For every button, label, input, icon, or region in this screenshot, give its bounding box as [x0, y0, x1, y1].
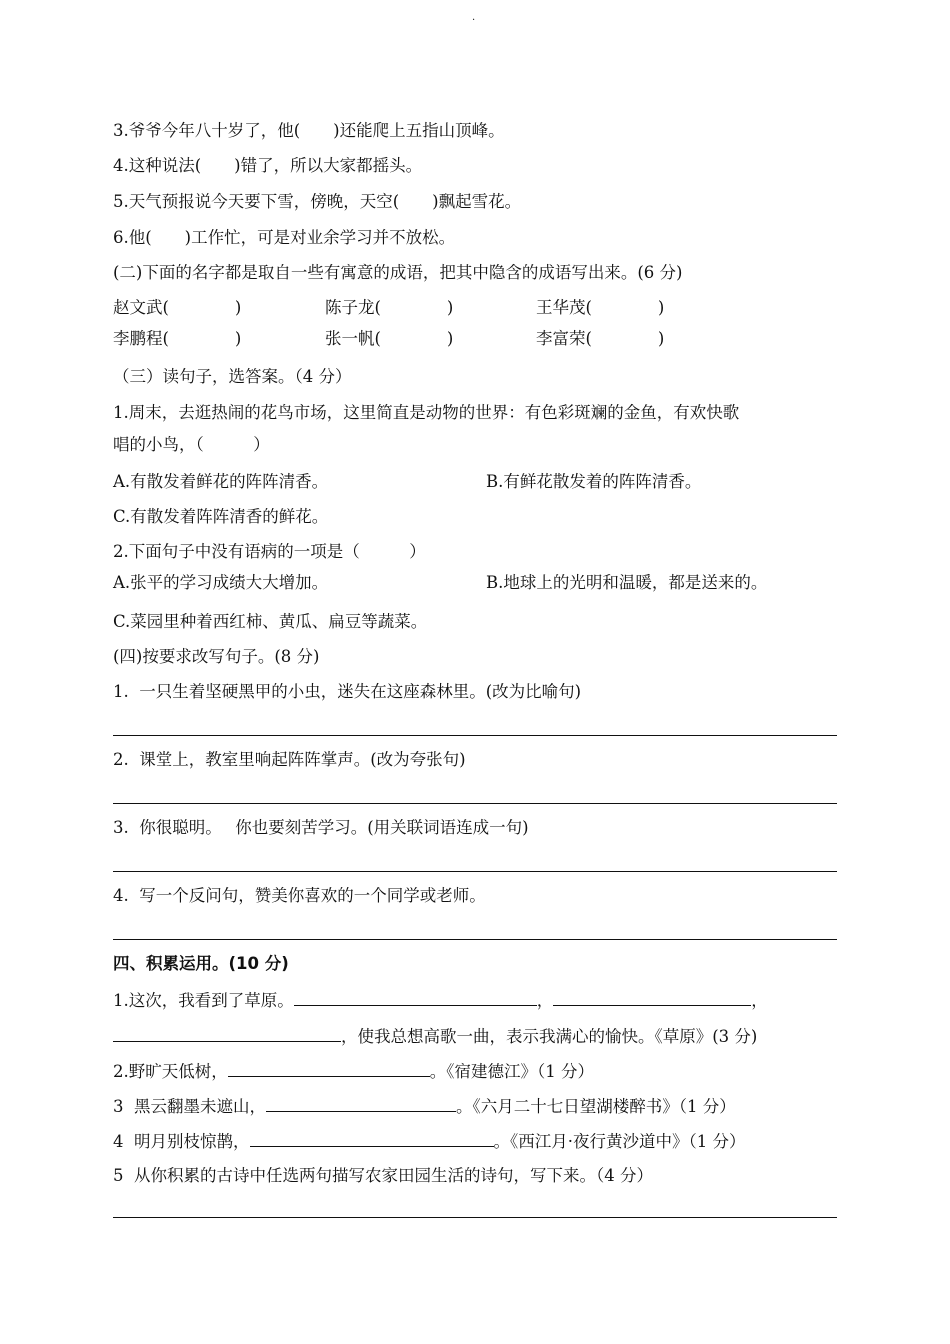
q2-option-a: A.张平的学习成绩大大增加。: [113, 573, 329, 592]
q1-stem-line1: 1.周末，去逛热闹的花鸟市场，这里简直是动物的世界：有色彩斑斓的金鱼，有欢快歌: [113, 403, 740, 422]
q2-option-c: C.菜园里种着西红柿、黄瓜、扁豆等蔬菜。: [113, 612, 428, 631]
blank-line[interactable]: [113, 1024, 341, 1042]
accumulation-item-1-cont: [113, 1024, 757, 1048]
accumulation-item-5: 5 从你积累的古诗中任选两句描写农家田园生活的诗句，写下来。（4 分）: [113, 1166, 653, 1185]
q2-stem: 2.下面句子中没有语病的一项是（ ）: [113, 542, 426, 561]
acc3-source: 。《六月二十七日望湖楼醉书》（1 分）: [456, 1097, 736, 1116]
fill-item-5: 5.天气预报说今天要下雪，傍晚，天空( )飘起雪花。: [113, 192, 522, 211]
name-item: 张一帆( ): [325, 329, 454, 348]
header-dot: .: [472, 12, 476, 23]
blank-line[interactable]: [250, 1129, 494, 1147]
rewrite-item-2: 2. 课堂上，教室里响起阵阵掌声。(改为夸张句): [113, 750, 466, 769]
name-item: 陈子龙( ): [325, 298, 454, 317]
q2-option-b: B.地球上的光明和温暖，都是送来的。: [486, 573, 768, 592]
blank-line[interactable]: [228, 1059, 430, 1077]
fill-item-3: 3.爷爷今年八十岁了，他( )还能爬上五指山顶峰。: [113, 121, 505, 140]
accumulation-item-2: [113, 1059, 594, 1083]
acc3-text: 3 黑云翻墨未遮山，: [113, 1097, 266, 1116]
fill-item-6: 6.他( )工作忙，可是对业余学习并不放松。: [113, 228, 456, 247]
acc1-tail: ，使我总想高歌一曲，表示我满心的愉快。《草原》(3 分): [341, 1027, 758, 1046]
answer-line[interactable]: [113, 1217, 837, 1218]
blank-line[interactable]: [294, 988, 537, 1006]
accumulation-item-1: [113, 988, 768, 1012]
name-item: 李富荣( ): [536, 329, 665, 348]
section4-title: 四、积累运用。(10 分): [113, 954, 289, 973]
acc4-source: 。《西江月·夜行黄沙道中》（1 分）: [493, 1132, 746, 1151]
acc4-text: 4 明月别枝惊鹊，: [113, 1132, 250, 1151]
answer-line[interactable]: [113, 939, 837, 940]
accumulation-item-3: [113, 1094, 736, 1118]
rewrite-item-3: 3. 你很聪明。 你也要刻苦学习。(用关联词语连成一句): [113, 818, 529, 837]
part4-title: (四)按要求改写句子。(8 分): [113, 647, 320, 666]
answer-line[interactable]: [113, 803, 837, 804]
rewrite-item-4: 4. 写一个反问句，赞美你喜欢的一个同学或老师。: [113, 886, 486, 905]
accumulation-item-4: [113, 1129, 746, 1153]
name-item: 王华茂( ): [536, 298, 665, 317]
acc1-text: 1.这次，我看到了草原。: [113, 991, 294, 1010]
name-item: 赵文武( ): [113, 298, 242, 317]
comma: ，: [536, 991, 554, 1010]
part2-title: (二)下面的名字都是取自一些有寓意的成语，把其中隐含的成语写出来。(6 分): [113, 263, 683, 282]
comma: ，: [751, 991, 768, 1010]
q1-stem-line2: 唱的小鸟，（ ）: [113, 435, 270, 454]
rewrite-item-1: 1. 一只生着坚硬黑甲的小虫，迷失在这座森林里。(改为比喻句): [113, 682, 582, 701]
q1-option-a: A.有散发着鲜花的阵阵清香。: [113, 472, 329, 491]
blank-line[interactable]: [266, 1094, 456, 1112]
part3-title: （三）读句子，选答案。（4 分）: [113, 367, 352, 386]
blank-line[interactable]: [553, 988, 751, 1006]
acc2-source: 。《宿建德江》（1 分）: [429, 1062, 594, 1081]
q1-option-b: B.有鲜花散发着的阵阵清香。: [486, 472, 702, 491]
acc2-text: 2.野旷天低树，: [113, 1062, 228, 1081]
q1-option-c: C.有散发着阵阵清香的鲜花。: [113, 507, 329, 526]
name-item: 李鹏程( ): [113, 329, 242, 348]
answer-line[interactable]: [113, 871, 837, 872]
answer-line[interactable]: [113, 735, 837, 736]
fill-item-4: 4.这种说法( )错了，所以大家都摇头。: [113, 156, 423, 175]
